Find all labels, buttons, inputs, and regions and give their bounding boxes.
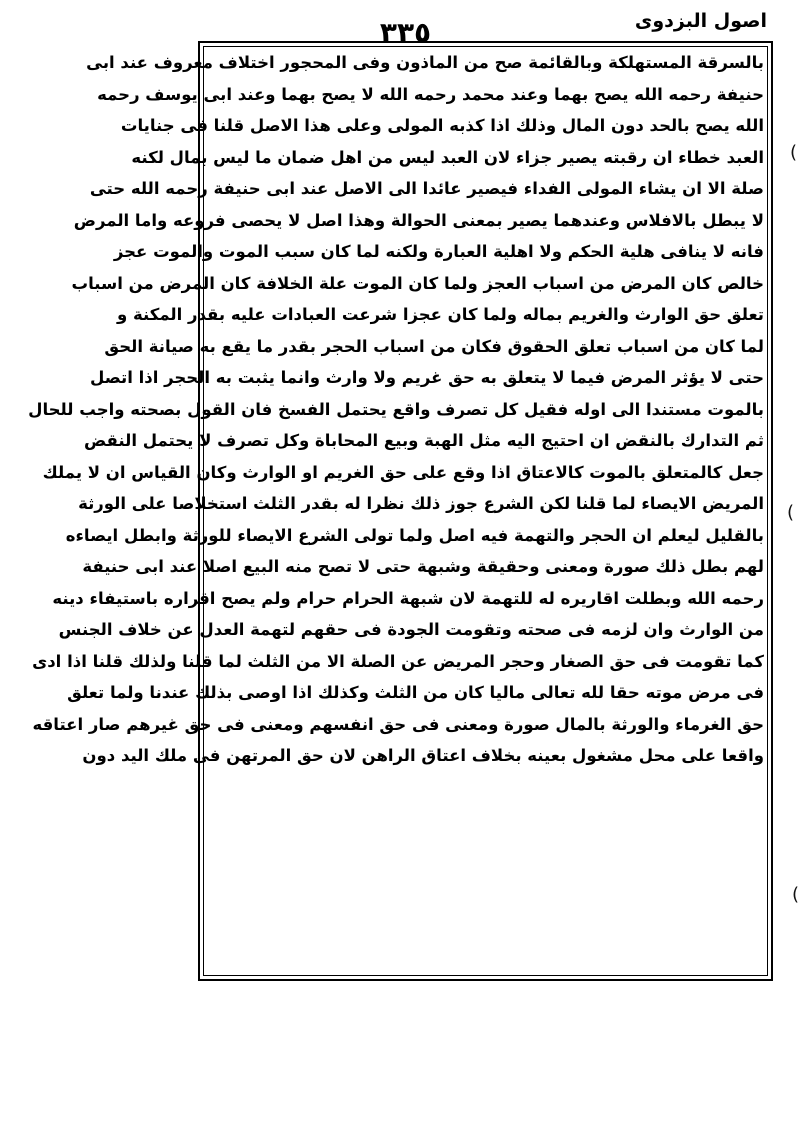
text-line: لا يبطل بالافلاس وعندهما يصير بمعنى الحوالة وهذا اصل لا يحصى فروعه واما المرض: [73, 210, 764, 230]
text-line: المريض الايصاء لما قلنا لكن الشرع جوز ذلك نظرا له بقدر الثلث استخلاصا على الورثة: [78, 494, 764, 513]
text-line: واقعا على محل مشغول بعينه بخلاف اعتاق الراهن لان حق المرتهن فى ملك اليد دون: [82, 746, 764, 765]
text-line: جعل كالمتعلق بالموت كالاعتاق اذا وقع على حق الغريم او الوارث وكان القياس ان لا يملك: [42, 462, 764, 482]
text-line: حتى لا يؤثر المرض فيما لا يتعلق به حق غريم ولا وارث وانما يثبت به الحجر اذا اتصل: [90, 368, 764, 387]
text-line: لما كان من اسباب تعلق الحقوق فكان من اسباب الحجر بقدر ما يقع به صيانة الحق: [104, 336, 764, 356]
text-line: حق الغرماء والورثة بالمال صورة ومعنى فى حق انفسهم ومعنى فى حق غيرهم صار اعتاقه: [32, 714, 764, 734]
margin-mark: (: [792, 884, 800, 905]
text-line: تعلق حق الوارث والغريم بماله ولما كان عجزا شرعت العبادات عليه بقدر المكنة و: [116, 305, 764, 324]
text-line: كما تقومت فى حق الصغار وحجر المريض عن الصلة الا من الثلث لما قلنا ولذلك قلنا اذا ادى: [32, 651, 764, 671]
running-title: اصول البزدوى: [634, 10, 767, 32]
margin-mark: (: [790, 142, 798, 163]
text-line: حنيفة رحمه الله يصح بهما وعند محمد رحمه الله لا يصح بهما وعند ابى يوسف رحمه: [97, 84, 764, 104]
margin-mark: (: [787, 502, 795, 523]
text-line: بالسرقة المستهلكة وبالقائمة صح من الماذون وفى المحجور اختلاف معروف عند ابى: [86, 53, 764, 72]
text-line: من الوارث وان لزمه فى صحته وتقومت الجودة فى حقهم لتهمة العدل عن خلاف الجنس: [58, 620, 764, 639]
text-line: بالموت مستندا الى اوله فقيل كل تصرف واقع يحتمل الفسخ فان القول بصحته واجب للحال: [28, 399, 764, 419]
text-line: العبد خطاء ان رقبته يصير جزاء لان العبد ليس من اهل ضمان ما ليس بمال لكنه: [131, 147, 764, 167]
page-number: ٣٣٥: [379, 16, 432, 49]
text-line: خالص كان المرض من اسباب العجز ولما كان الموت علة الخلافة كان المرض من اسباب: [71, 273, 764, 293]
text-line: فانه لا ينافى هلية الحكم ولا اهلية العبارة ولكنه لما كان سبب الموت والموت عجز: [113, 242, 764, 261]
text-line: بالقليل ليعلم ان الحجر والتهمة فيه اصل ولما تولى الشرع الايصاء للورثة وابطل ايصاءه: [65, 525, 764, 545]
text-line: الله يصح بالحد دون المال وذلك اذا كذبه المولى وعلى هذا الاصل قلنا فى جنايات: [120, 116, 764, 135]
text-line: لهم بطل ذلك صورة ومعنى وحقيقة وشبهة حتى لا تصح منه البيع اصلا عند ابى حنيفة: [82, 557, 764, 576]
text-line: رحمه الله وبطلت اقاريره له للتهمة لان شبهة الحرام حرام ولم يصح اقراره باستيفاء دينه: [52, 588, 764, 608]
text-line: فى مرض موته حقا لله تعالى ماليا كان من الثلث وكذلك اذا اوصى بذلك عندنا ولما تعلق: [67, 683, 764, 702]
body-text: [28, 47, 768, 772]
text-line: ثم التدارك بالنقض ان احتيج اليه مثل الهبة وبيع المحاباة وكل تصرف لا يحتمل النقض: [84, 431, 764, 450]
text-line: صلة الا ان يشاء المولى الفداء فيصير عائدا الى الاصل عند ابى حنيفة رحمه الله حتى: [89, 179, 764, 198]
